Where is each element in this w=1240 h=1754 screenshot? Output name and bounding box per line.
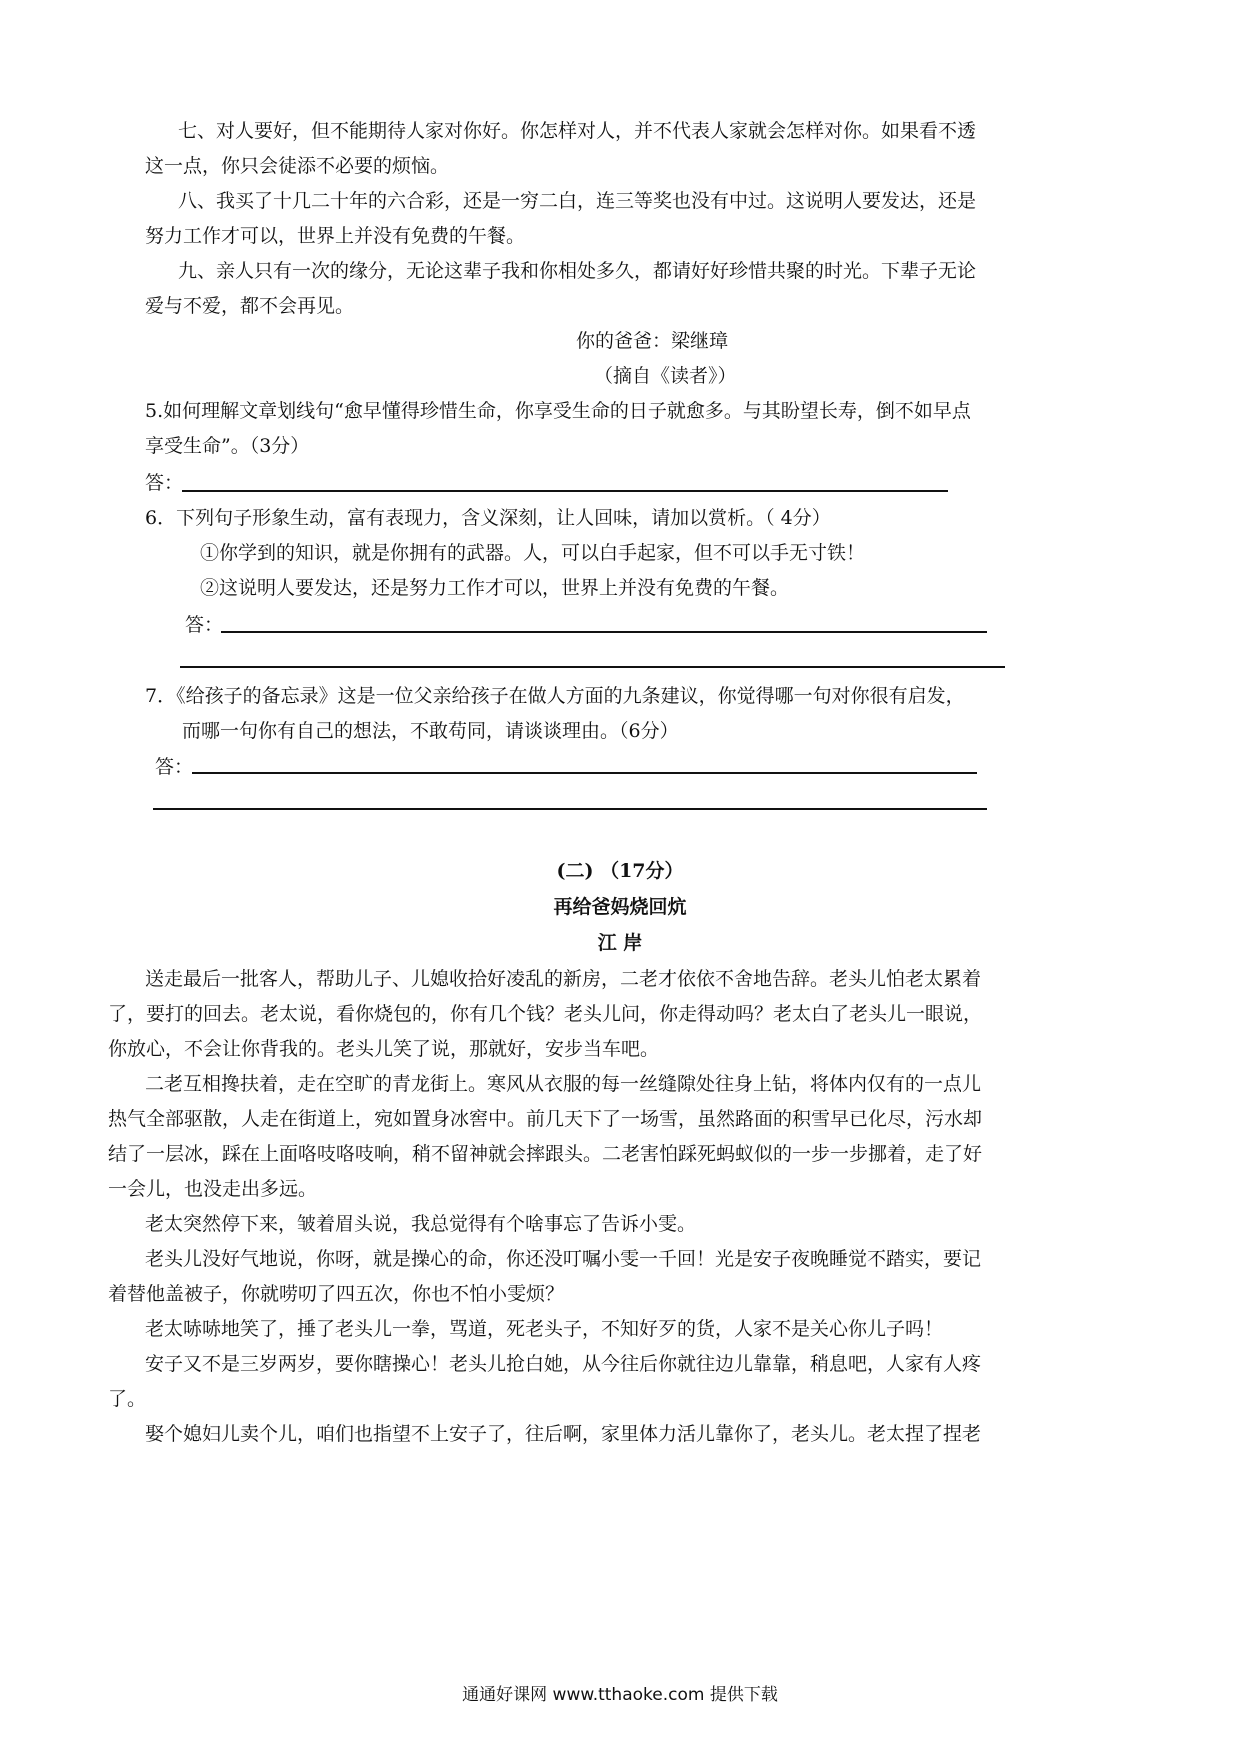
question-7-answer-line-1[interactable]: [192, 772, 977, 774]
letter-signature: 你的爸爸：梁继璋: [576, 330, 729, 352]
question-6-sentence-2: ②这说明人要发达，还是努力工作才可以，世界上并没有免费的午餐。: [200, 577, 790, 599]
question-6-answer-label: 答：: [185, 614, 224, 636]
story-paragraph-6-line-2: 了。: [108, 1388, 147, 1410]
letter-item-7-line-1: 七、对人要好，但不能期待人家对你好。你怎样对人，并不代表人家就会怎样对你。如果看不透: [178, 120, 977, 142]
question-7-line-2: 而哪一句你有自己的想法，不敢苟同，请谈谈理由。（6分）: [182, 720, 679, 742]
page-footer: 通通好课网 www.tthaoke.com 提供下载: [462, 1685, 778, 1705]
story-paragraph-4-line-2: 着替他盖被子，你就唠叨了四五次，你也不怕小雯烦？: [108, 1283, 565, 1305]
story-paragraph-6-line-1: 安子又不是三岁两岁，要你瞎操心！老头儿抢白她，从今往后你就往边儿靠靠，稍息吧，人家有人疼: [145, 1353, 982, 1375]
letter-item-9-line-1: 九、亲人只有一次的缘分，无论这辈子我和你相处多久，都请好好珍惜共聚的时光。下辈子无论: [178, 260, 977, 282]
story-paragraph-4-line-1: 老头儿没好气地说，你呀，就是操心的命，你还没叮嘱小雯一千回！光是安子夜晚睡觉不踏实，要记: [145, 1248, 982, 1270]
story-paragraph-2-line-3: 结了一层冰，踩在上面咯吱咯吱响，稍不留神就会摔跟头。二老害怕踩死蚂蚁似的一步一步挪着，走了好: [108, 1143, 983, 1165]
story-author: 江 岸: [597, 932, 643, 954]
story-paragraph-1-line-1: 送走最后一批客人，帮助儿子、儿媳收拾好凌乱的新房，二老才依依不舍地告辞。老头儿怕老太累着: [145, 968, 982, 990]
question-6-sentence-1: ①你学到的知识，就是你拥有的武器。人，可以白手起家，但不可以手无寸铁！: [200, 542, 866, 564]
question-5-line-2: 享受生命”。（3分）: [145, 435, 310, 457]
question-7-answer-line-2[interactable]: [153, 808, 987, 810]
letter-item-8-line-1: 八、我买了十几二十年的六合彩，还是一穷二白，连三等奖也没有中过。这说明人要发达，还是: [178, 190, 977, 212]
question-6-answer-line-1[interactable]: [221, 631, 987, 633]
story-paragraph-3-line-1: 老太突然停下来，皱着眉头说，我总觉得有个啥事忘了告诉小雯。: [145, 1213, 697, 1235]
letter-item-9-line-2: 爱与不爱，都不会再见。: [145, 295, 355, 317]
section-2-heading: (二) （17分）: [556, 860, 684, 882]
story-paragraph-2-line-1: 二老互相搀扶着，走在空旷的青龙街上。寒风从衣服的每一丝缝隙处往身上钻，将体内仅有的一点儿: [145, 1073, 982, 1095]
question-7-line-1: 7．《给孩子的备忘录》这是一位父亲给孩子在做人方面的九条建议，你觉得哪一句对你很有启发，: [145, 685, 965, 707]
question-5-answer-label: 答：: [145, 472, 184, 494]
question-7-answer-label: 答：: [155, 756, 194, 778]
question-6-line-1: 6．下列句子形象生动，富有表现力，含义深刻，让人回味，请加以赏析。（ 4分）: [145, 507, 831, 529]
story-paragraph-2-line-4: 一会儿，也没走出多远。: [108, 1178, 318, 1200]
story-paragraph-5-line-1: 老太哧哧地笑了，捶了老头儿一拳，骂道，死老头子，不知好歹的货，人家不是关心你儿子吗！: [145, 1318, 944, 1340]
letter-item-8-line-2: 努力工作才可以，世界上并没有免费的午餐。: [145, 225, 526, 247]
question-5-answer-line[interactable]: [182, 490, 948, 492]
question-5-line-1: 5.如何理解文章划线句“愈早懂得珍惜生命，你享受生命的日子就愈多。与其盼望长寿，倒不如早点: [145, 400, 971, 422]
story-paragraph-2-line-2: 热气全部驱散，人走在街道上，宛如置身冰窖中。前几天下了一场雪，虽然路面的积雪早已化尽，污水却: [108, 1108, 983, 1130]
letter-item-7-line-2: 这一点，你只会徒添不必要的烦恼。: [145, 155, 450, 177]
question-6-answer-line-2[interactable]: [180, 666, 1005, 668]
story-paragraph-1-line-3: 你放心，不会让你背我的。老头儿笑了说，那就好，安步当车吧。: [108, 1038, 660, 1060]
letter-source: （摘自《读者》）: [594, 365, 737, 387]
story-title: 再给爸妈烧回炕: [553, 896, 687, 918]
story-paragraph-7-line-1: 娶个媳妇儿卖个儿，咱们也指望不上安子了，往后啊，家里体力活儿靠你了，老头儿。老太捏了捏老: [145, 1423, 982, 1445]
story-paragraph-1-line-2: 了，要打的回去。老太说，看你烧包的，你有几个钱？老头儿问，你走得动吗？老太白了老头儿一眼说，: [108, 1003, 983, 1025]
